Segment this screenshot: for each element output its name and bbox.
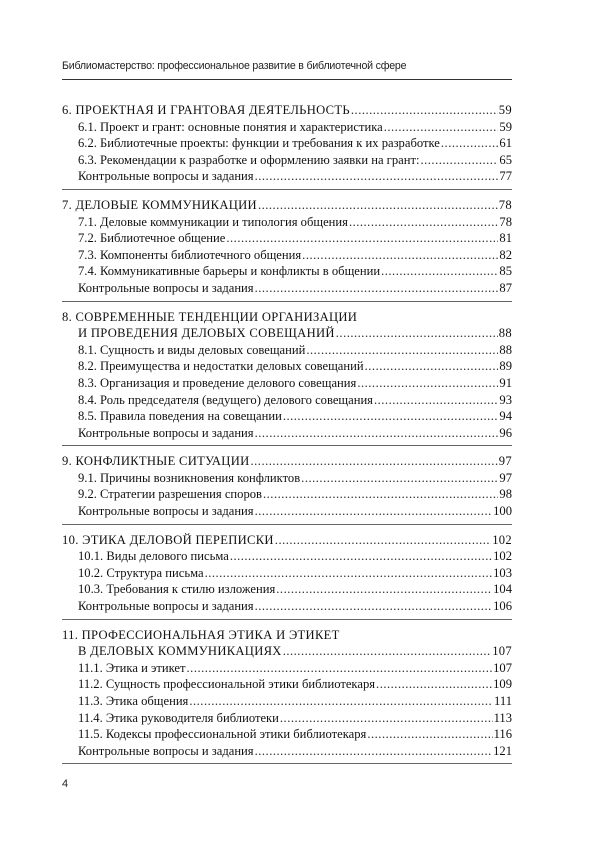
entry-page: 102: [493, 549, 512, 564]
questions-entry[interactable]: [62, 425, 512, 442]
questions-entry[interactable]: [62, 598, 512, 615]
table-of-contents: [62, 100, 512, 769]
entry-title: 7.1. Деловые коммуникации и типология общения: [78, 214, 348, 229]
subsection-entry[interactable]: [62, 342, 512, 359]
dot-leader: [258, 197, 498, 214]
dot-leader: [374, 392, 498, 409]
entry-page: 82: [499, 247, 512, 262]
chapter-entry[interactable]: [62, 453, 512, 470]
entry-title: И ПРОВЕДЕНИЯ ДЕЛОВЫХ СОВЕЩАНИЙ: [78, 326, 335, 341]
dot-leader: [376, 676, 492, 693]
dot-leader: [283, 643, 492, 660]
subsection-entry[interactable]: [62, 565, 512, 582]
dot-leader: [255, 425, 499, 442]
entry-page: 111: [494, 694, 512, 708]
dot-leader: [255, 280, 499, 297]
chapter-title-line: 11. ПРОФЕССИОНАЛЬНАЯ ЭТИКА И ЭТИКЕТ: [62, 627, 340, 642]
toc-chapter: [62, 195, 512, 302]
entry-page: 97: [499, 470, 512, 485]
entry-page: 107: [492, 644, 512, 659]
entry-page: 88: [498, 326, 512, 341]
dot-leader: [336, 325, 498, 342]
dot-leader: [351, 102, 498, 119]
subsection-entry[interactable]: [62, 548, 512, 565]
entry-page: 78: [498, 197, 512, 212]
entry-title: 9.1. Причины возникновения конфликтов: [78, 470, 301, 485]
entry-title: 7.4. Коммуникативные барьеры и конфликты в общении: [78, 264, 381, 279]
entry-page: 98: [499, 487, 512, 502]
entry-page: 106: [493, 599, 512, 614]
dot-leader: [280, 710, 493, 727]
subsection-entry[interactable]: [62, 392, 512, 409]
header-divider: [62, 79, 512, 80]
dot-leader: [226, 230, 498, 247]
toc-chapter: [62, 307, 512, 447]
subsection-entry[interactable]: [62, 135, 512, 152]
entry-page: 103: [493, 565, 512, 580]
chapter-title-line: 8. СОВРЕМЕННЫЕ ТЕНДЕНЦИИ ОРГАНИЗАЦИИ: [62, 309, 358, 324]
questions-entry[interactable]: [62, 280, 512, 297]
entry-title: Контрольные вопросы и задания: [78, 425, 254, 440]
dot-leader: [251, 453, 498, 470]
dot-leader: [302, 247, 498, 264]
entry-page: 81: [499, 231, 512, 246]
chapter-entry[interactable]: [62, 102, 512, 119]
questions-entry[interactable]: [62, 743, 512, 760]
dot-leader: [384, 119, 499, 136]
subsection-entry[interactable]: [62, 486, 512, 503]
chapter-entry[interactable]: [62, 197, 512, 214]
entry-page: 65: [499, 152, 512, 167]
entry-page: 96: [499, 425, 512, 440]
entry-page: 59: [498, 103, 512, 117]
entry-title: 8.2. Преимущества и недостатки деловых совещаний: [78, 359, 364, 374]
entry-title: Контрольные вопросы и задания: [78, 599, 254, 614]
entry-title: 8.1. Сущность и виды деловых совещаний: [78, 342, 306, 357]
entry-title: В ДЕЛОВЫХ КОММУНИКАЦИЯХ: [78, 644, 282, 659]
dot-leader: [263, 486, 498, 503]
chapter-entry[interactable]: [62, 643, 512, 660]
dot-leader: [381, 263, 498, 280]
entry-page: 85: [499, 264, 512, 279]
subsection-entry[interactable]: [62, 693, 512, 710]
dot-leader: [441, 135, 499, 152]
entry-page: 102: [492, 532, 512, 547]
entry-page: 88: [499, 342, 512, 357]
entry-title: 6. ПРОЕКТНАЯ И ГРАНТОВАЯ ДЕЯТЕЛЬНОСТЬ: [62, 103, 350, 117]
dot-leader: [205, 565, 493, 582]
entry-title: 11.1. Этика и этикет: [78, 660, 186, 675]
entry-page: 104: [493, 582, 512, 597]
entry-page: 59: [499, 119, 512, 134]
dot-leader: [276, 581, 492, 598]
subsection-entry[interactable]: [62, 152, 512, 169]
chapter-entry[interactable]: [62, 325, 512, 342]
entry-title: Контрольные вопросы и задания: [78, 743, 254, 758]
dot-leader: [255, 168, 499, 185]
subsection-entry[interactable]: [62, 119, 512, 136]
entry-title: 9.2. Стратегии разрешения споров: [78, 487, 262, 502]
entry-page: 93: [499, 392, 512, 407]
entry-title: 11.5. Кодексы профессиональной этики библиотекаря: [78, 727, 367, 742]
dot-leader: [230, 548, 492, 565]
running-header: Библиомастерство: профессиональное развитие в библиотечной сфере: [62, 60, 407, 72]
subsection-entry[interactable]: [62, 710, 512, 727]
entry-title: 8.5. Правила поведения на совещании: [78, 409, 282, 424]
entry-title: 7.3. Компоненты библиотечного общения: [78, 247, 302, 262]
subsection-entry[interactable]: [62, 375, 512, 392]
subsection-entry[interactable]: [62, 358, 512, 375]
dot-leader: [367, 726, 492, 743]
subsection-entry[interactable]: [62, 263, 512, 280]
dot-leader: [420, 152, 498, 169]
entry-page: 87: [499, 280, 512, 295]
entry-page: 91: [499, 375, 512, 390]
dot-leader: [255, 743, 493, 760]
subsection-entry[interactable]: [62, 470, 512, 487]
entry-title: 9. КОНФЛИКТНЫЕ СИТУАЦИИ: [62, 454, 250, 469]
dot-leader: [283, 408, 499, 425]
entry-page: 77: [499, 169, 512, 184]
questions-entry[interactable]: [62, 168, 512, 185]
entry-page: 61: [499, 136, 512, 151]
entry-page: 94: [499, 409, 512, 424]
toc-chapter: [62, 100, 512, 190]
subsection-entry[interactable]: [62, 581, 512, 598]
entry-page: 97: [498, 454, 512, 469]
entry-title: 8.4. Роль председателя (ведущего) делового совещания: [78, 392, 373, 407]
dot-leader: [187, 660, 493, 677]
questions-entry[interactable]: [62, 503, 512, 520]
subsection-entry[interactable]: [62, 214, 512, 231]
subsection-entry[interactable]: [62, 726, 512, 743]
entry-title: Контрольные вопросы и задания: [78, 280, 254, 295]
entry-title: 10.1. Виды делового письма: [78, 549, 229, 564]
entry-page: 78: [499, 214, 512, 229]
dot-leader: [357, 375, 498, 392]
dot-leader: [275, 532, 491, 549]
dot-leader: [189, 693, 493, 710]
entry-title: 10.3. Требования к стилю изложения: [78, 582, 276, 597]
subsection-entry[interactable]: [62, 408, 512, 425]
entry-title: Контрольные вопросы и задания: [78, 504, 254, 519]
entry-page: 113: [493, 710, 512, 725]
dot-leader: [255, 503, 493, 520]
subsection-entry[interactable]: [62, 676, 512, 693]
entry-page: 121: [493, 743, 512, 758]
dot-leader: [255, 598, 493, 615]
entry-title: 11.4. Этика руководителя библиотеки: [78, 710, 279, 725]
entry-title: 7. ДЕЛОВЫЕ КОММУНИКАЦИИ: [62, 197, 257, 212]
entry-title: 11.3. Этика общения: [78, 694, 189, 708]
dot-leader: [349, 214, 498, 231]
subsection-entry[interactable]: [62, 660, 512, 677]
chapter-entry[interactable]: [62, 532, 512, 549]
entry-title: 10. ЭТИКА ДЕЛОВОЙ ПЕРЕПИСКИ: [62, 532, 274, 547]
entry-page: 116: [493, 727, 512, 742]
entry-page: 109: [493, 677, 512, 692]
dot-leader: [365, 358, 499, 375]
entry-title: 6.3. Рекомендации к разработке и оформлению заявки на грант:: [78, 152, 420, 167]
toc-chapter: [62, 451, 512, 524]
dot-leader: [301, 470, 498, 487]
entry-page: 89: [499, 359, 512, 374]
subsection-entry[interactable]: [62, 247, 512, 264]
entry-title: 7.2. Библиотечное общение: [78, 231, 226, 246]
subsection-entry[interactable]: [62, 230, 512, 247]
entry-title: 6.1. Проект и грант: основные понятия и характеристика: [78, 119, 383, 134]
toc-chapter: [62, 530, 512, 620]
entry-title: 11.2. Сущность профессиональной этики библиотекаря: [78, 677, 376, 692]
entry-title: 10.2. Структура письма: [78, 565, 204, 580]
entry-title: Контрольные вопросы и задания: [78, 169, 254, 184]
entry-page: 107: [493, 660, 512, 675]
entry-title: 6.2. Библиотечные проекты: функции и требования к их разработке: [78, 136, 440, 151]
page-number: 4: [62, 778, 69, 790]
dot-leader: [306, 342, 498, 359]
toc-chapter: [62, 625, 512, 765]
entry-page: 100: [493, 504, 512, 519]
entry-title: 8.3. Организация и проведение делового совещания: [78, 375, 357, 390]
